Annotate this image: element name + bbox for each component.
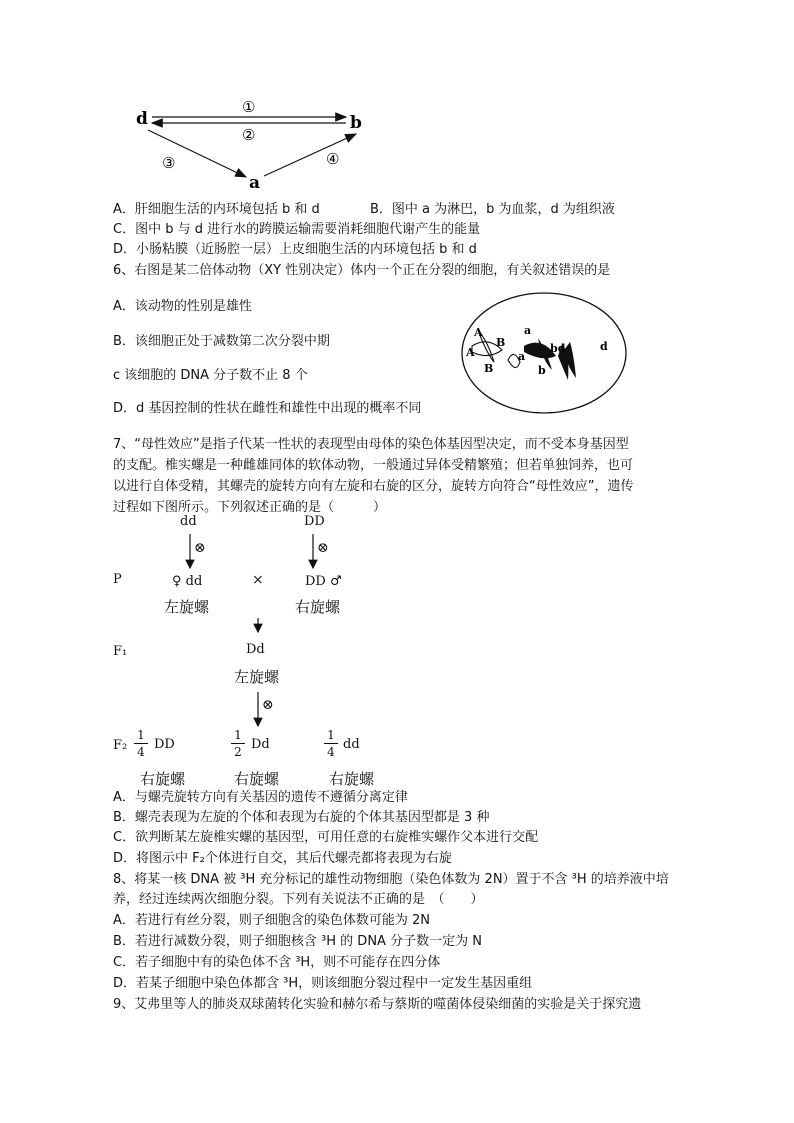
q5-option-a: A．肝细胞生活的内环境包括 b 和 d — [113, 202, 320, 217]
dividing-cell-figure — [458, 290, 630, 418]
q6-option-d: D．d 基因控制的性状在雌性和雄性中出现的概率不同 — [113, 401, 422, 416]
node-a: a — [249, 173, 261, 192]
q9-stem: 9、艾弗里等人的肺炎双球菌转化实验和赫尔希与蔡斯的噬菌体侵染细菌的实验是关于探究遗 — [113, 997, 642, 1012]
label-1: ① — [242, 98, 256, 116]
fraction-numerator: 1 — [327, 728, 335, 742]
q5-option-c: C．图中 b 与 d 进行水的跨膜运输需要消耗细胞代谢产生的能量 — [113, 222, 481, 237]
selfing-symbol-right: ⊗ — [317, 540, 329, 556]
cell-label: bd — [550, 342, 566, 355]
f2-phenotype: 右旋螺 — [140, 770, 186, 788]
male-parent: DD ♂ — [305, 574, 342, 589]
generation-label-f1: F₁ — [113, 644, 128, 659]
fraction-bar — [324, 743, 338, 744]
q8-option-b: B．若进行减数分裂，则子细胞核含 ³H 的 DNA 分子数一定为 N — [113, 934, 482, 949]
node-b: b — [350, 113, 362, 133]
fraction-numerator: 1 — [234, 728, 242, 742]
label-4: ④ — [326, 150, 340, 168]
f2-phenotype: 右旋螺 — [329, 770, 375, 788]
f2-genotype-het: Dd — [251, 737, 270, 752]
q8-option-d: D．若某子细胞中染色体都含 ³H，则该细胞分裂过程中一定发生基因重组 — [113, 976, 533, 991]
q6-option-c: c 该细胞的 DNA 分子数不止 8 个 — [113, 368, 308, 383]
q8-stem-line: 养，经过连续两次细胞分裂。下列有关说法不正确的是 （ ） — [113, 892, 484, 907]
q5-option-b: B．图中 a 为淋巴，b 为血浆，d 为组织液 — [370, 202, 615, 217]
arrow-a-to-b — [264, 134, 356, 176]
cell-label: d — [600, 340, 608, 353]
q6-option-a: A．该动物的性别是雄性 — [113, 299, 252, 314]
cell-label: B — [496, 336, 506, 349]
f1-phenotype: 左旋螺 — [234, 668, 280, 686]
cell-label: B — [484, 362, 494, 375]
f2-phenotype: 右旋螺 — [234, 770, 280, 788]
f2-fraction-het — [231, 728, 245, 759]
q7-option-a: A．与螺壳旋转方向有关基因的遗传不遵循分离定律 — [113, 790, 408, 805]
selfing-symbol-left: ⊗ — [194, 540, 206, 556]
cross-symbol: × — [252, 572, 264, 588]
q7-stem-line: 过程如下图所示。下列叙述正确的是（ ） — [113, 500, 387, 515]
cell-label: A — [466, 346, 475, 359]
cell-label: a — [518, 350, 526, 363]
q8-option-a: A．若进行有丝分裂，则子细胞含的染色体数可能为 2N — [113, 913, 431, 928]
cross-arrows — [150, 530, 350, 745]
f2-fraction-rec — [324, 728, 338, 759]
f2-fraction-dd — [134, 728, 148, 759]
right-phenotype: 右旋螺 — [295, 598, 341, 616]
generation-label-p: P — [113, 572, 122, 587]
f2-genotype-dd: DD — [154, 737, 175, 752]
cell-label: a — [524, 324, 532, 337]
left-phenotype: 左旋螺 — [164, 598, 210, 616]
label-3: ③ — [162, 154, 176, 172]
cell-label: A — [474, 326, 483, 339]
cell-label: b — [538, 364, 546, 377]
top-left-genotype: dd — [180, 514, 197, 529]
q7-option-b: B．螺壳表现为左旋的个体和表现为右旋的个体其基因型都是 3 种 — [113, 810, 490, 825]
fraction-denominator: 2 — [234, 745, 242, 759]
f1-genotype: Dd — [246, 642, 265, 657]
selfing-symbol-f1: ⊗ — [262, 697, 274, 713]
q7-stem-line: 的支配。椎实螺是一种雌雄同体的软体动物，一般通过异体受精繁殖；但若单独饲养，也可 — [113, 458, 634, 473]
q7-option-c: C．欲判断某左旋椎实螺的基因型，可用任意的右旋椎实螺作父本进行交配 — [113, 830, 539, 845]
q6-option-b: B．该细胞正处于减数第二次分裂中期 — [113, 334, 330, 349]
q7-stem-line: 以进行自体受精，其螺壳的旋转方向有左旋和右旋的区分，旋转方向符合“母性效应”，遗传 — [113, 479, 634, 494]
top-right-genotype: DD — [304, 514, 325, 529]
fraction-denominator: 4 — [327, 745, 335, 759]
q6-stem: 6、右图是某二倍体动物（XY 性别决定）体内一个正在分裂的细胞，有关叙述错误的是 — [113, 263, 611, 278]
q7-stem-line: 7、“母性效应”是指子代某一性状的表现型由母体的染色体基因型决定，而不受本身基因型 — [113, 437, 629, 452]
f2-genotype-rec: dd — [343, 737, 360, 752]
q5-option-d: D．小肠粘膜（近肠腔一层）上皮细胞生活的内环境包括 b 和 d — [113, 242, 477, 257]
fraction-bar — [134, 743, 148, 744]
fraction-bar — [231, 743, 245, 744]
female-parent: ♀ dd — [172, 574, 203, 589]
q7-option-d: D．将图示中 F₂个体进行自交，其后代螺壳都将表现为右旋 — [113, 851, 452, 866]
q8-stem-line: 8、将某一核 DNA 被 ³H 充分标记的雄性动物细胞（染色体数为 2N）置于不含 ³H 的培养液中培 — [113, 872, 669, 887]
fluid-cycle-diagram — [118, 92, 378, 192]
node-d: d — [136, 109, 148, 129]
generation-label-f2: F₂ — [113, 738, 128, 753]
label-2: ② — [242, 126, 256, 144]
fraction-numerator: 1 — [137, 728, 145, 742]
fraction-denominator: 4 — [137, 745, 145, 759]
q8-option-c: C．若子细胞中有的染色体不含 ³H，则不可能存在四分体 — [113, 955, 441, 970]
